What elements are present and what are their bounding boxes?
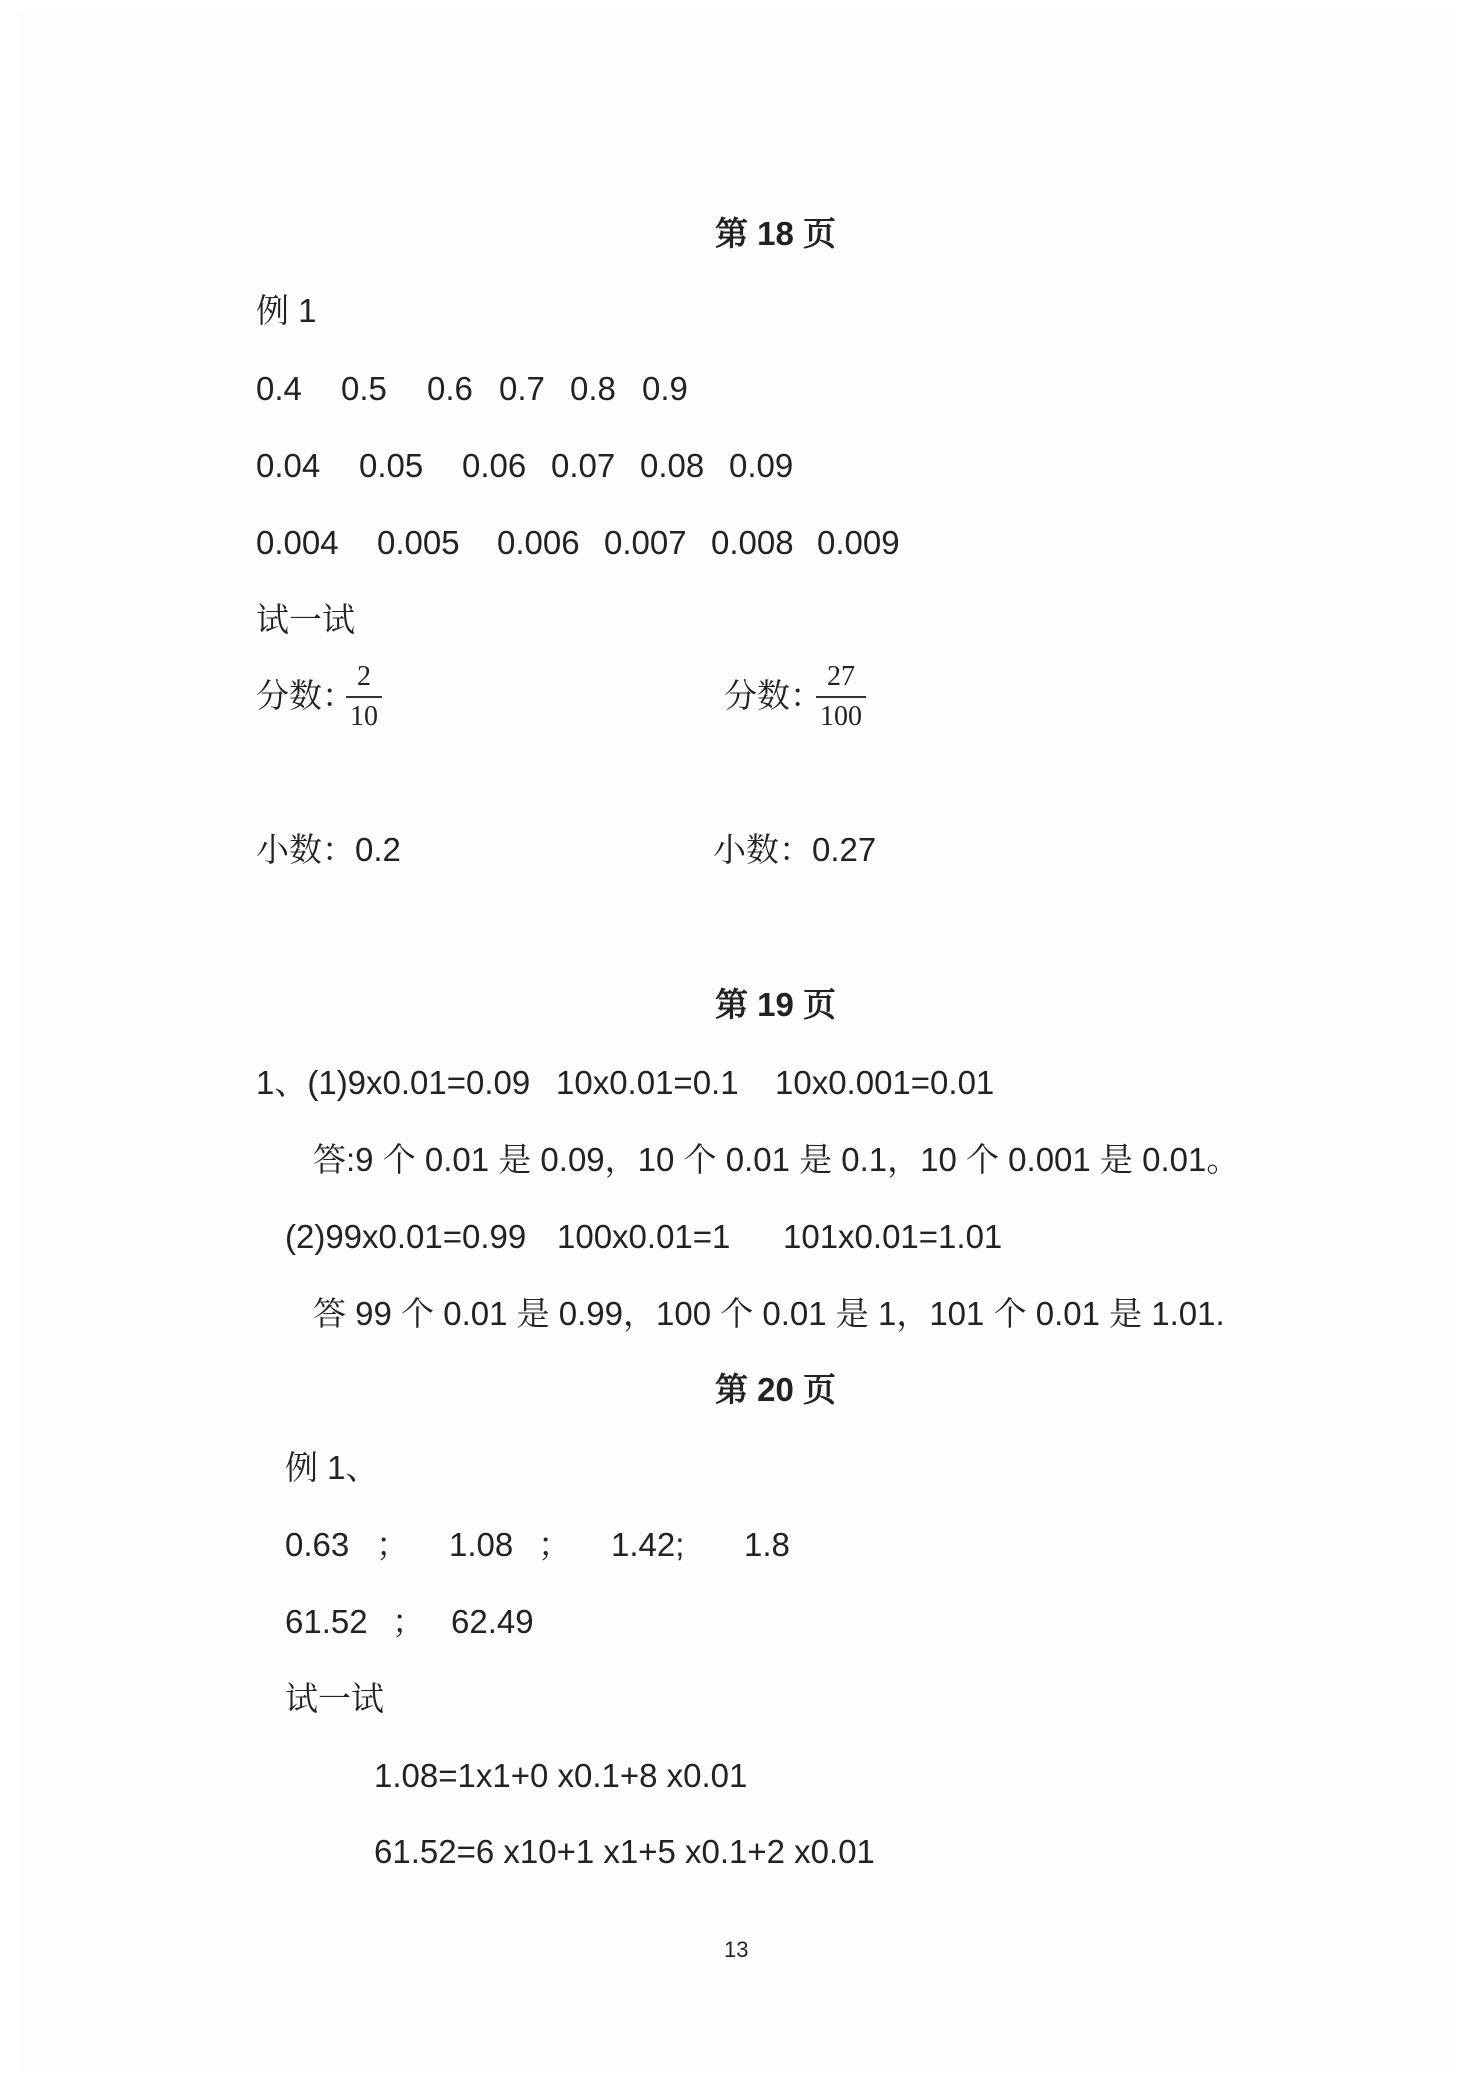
heading-page-20: 第 20 页: [715, 1371, 837, 1408]
answer-sentence: 答:9 个 0.01 是 0.09，10 个 0.01 是 0.1，10 个 0.001 是 0.01。: [313, 1141, 1240, 1178]
value: 0.7: [499, 370, 545, 407]
value: 1.8: [744, 1526, 790, 1563]
fraction-label: 分数：: [724, 677, 823, 714]
value: 61.52: [285, 1603, 368, 1640]
value: 0.004: [256, 524, 339, 561]
value: 0.05: [359, 447, 424, 484]
value: 0.005: [377, 524, 460, 561]
equation: 10x0.01=0.1: [556, 1064, 739, 1101]
equation: 61.52=6 x10+1 x1+5 x0.1+2 x0.01: [374, 1833, 875, 1870]
equation: 1、(1)9x0.01=0.09: [256, 1064, 531, 1101]
value: 62.49: [451, 1603, 534, 1640]
value: 0.63: [285, 1526, 350, 1563]
try-label: 试一试: [285, 1680, 384, 1717]
value: 1.08: [449, 1526, 514, 1563]
equation: 10x0.001=0.01: [775, 1064, 995, 1101]
value: 0.006: [497, 524, 580, 561]
example-label: 例 1: [256, 292, 317, 329]
separator: ；: [376, 1526, 409, 1563]
try-label: 试一试: [256, 601, 355, 638]
value: 0.6: [427, 370, 473, 407]
value: 0.04: [256, 447, 321, 484]
value: 0.09: [729, 447, 794, 484]
equation: 1.08=1x1+0 x0.1+8 x0.01: [374, 1757, 748, 1794]
heading-page-18: 第 18 页: [715, 215, 837, 252]
separator: ；: [392, 1603, 425, 1640]
value: 0.4: [256, 370, 302, 407]
equation: 101x0.01=1.01: [783, 1218, 1003, 1255]
answer-sentence: 答 99 个 0.01 是 0.99，100 个 0.01 是 1，101 个 0.01 是 1.01.: [313, 1295, 1225, 1332]
denominator: 10: [350, 701, 378, 732]
heading-page-19: 第 19 页: [715, 986, 837, 1023]
value: 0.009: [817, 524, 900, 561]
page-number: 13: [724, 1937, 749, 1962]
fraction: [816, 660, 866, 734]
value: 0.5: [341, 370, 387, 407]
numerator: 2: [357, 661, 371, 692]
value: 0.08: [640, 447, 705, 484]
fraction: [346, 660, 382, 734]
value: 1.42;: [611, 1526, 685, 1563]
value: 0.9: [642, 370, 688, 407]
equation: (2)99x0.01=0.99: [285, 1218, 527, 1255]
value: 0.007: [604, 524, 687, 561]
equation: 100x0.01=1: [557, 1218, 731, 1255]
numerator: 27: [827, 661, 855, 692]
value: 0.8: [570, 370, 616, 407]
denominator: 100: [820, 701, 862, 732]
fraction-bar: [346, 696, 382, 698]
fraction-label: 分数：: [256, 677, 355, 714]
value: 0.008: [711, 524, 794, 561]
fraction-bar: [816, 696, 866, 698]
example-label: 例 1、: [285, 1449, 379, 1486]
value: 0.07: [551, 447, 616, 484]
value: 0.06: [462, 447, 527, 484]
decimal-answer: 小数：0.2: [256, 831, 401, 868]
decimal-answer: 小数：0.27: [713, 831, 877, 868]
separator: ；: [538, 1526, 571, 1563]
